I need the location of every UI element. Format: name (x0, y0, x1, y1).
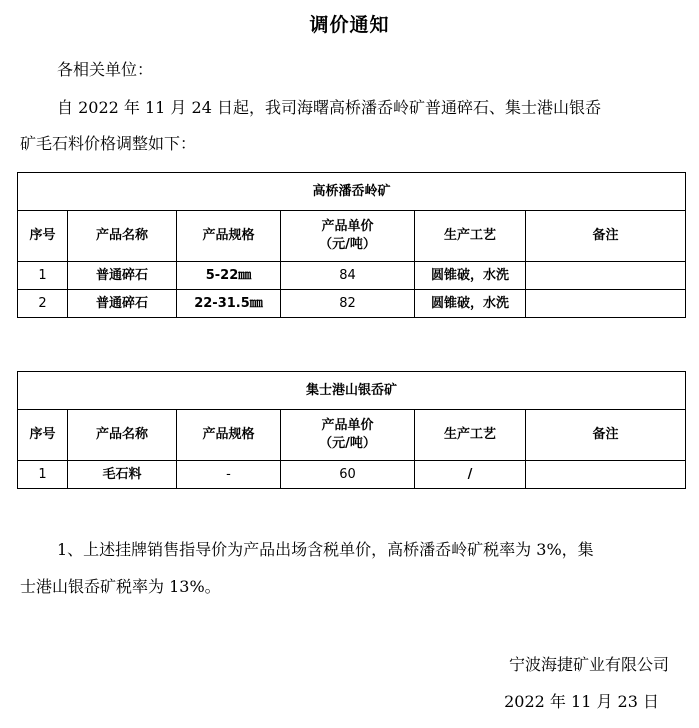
cell-price: 84 (281, 262, 415, 290)
header-price-line-2: （元/吨） (319, 436, 376, 451)
note-line-1: 1、上述挂牌销售指导价为产品出场含税单价，高桥潘岙岭矿税率为 3%，集 (57, 540, 594, 559)
cell-seq: 1 (18, 262, 68, 290)
header-seq: 序号 (18, 211, 68, 262)
header-remark: 备注 (526, 410, 686, 461)
cell-process: / (415, 461, 526, 489)
issue-date: 2022 年 11 月 23 日 (504, 692, 659, 711)
cell-name: 普通碎石 (68, 262, 177, 290)
cell-remark (526, 461, 686, 489)
header-seq: 序号 (18, 410, 68, 461)
cell-name: 毛石料 (68, 461, 177, 489)
company-name: 宁波海捷矿业有限公司 (508, 655, 669, 674)
header-remark: 备注 (526, 211, 686, 262)
salutation: 各相关单位： (57, 60, 154, 79)
header-price (281, 410, 415, 461)
intro-line-2: 矿毛石料价格调整如下： (20, 134, 197, 153)
cell-seq: 1 (18, 461, 68, 489)
cell-process: 圆锥破，水洗 (415, 290, 526, 318)
note-line-2: 士港山银岙矿税率为 13%。 (20, 577, 221, 596)
table-row (18, 461, 686, 489)
header-price (281, 211, 415, 262)
header-price-line-1: 产品单价 (321, 219, 374, 234)
intro-line-1: 自 2022 年 11 月 24 日起，我司海曙高桥潘岙岭矿普通碎石、集士港山银岙 (57, 98, 601, 117)
price-table-jishigang (17, 371, 686, 489)
table-row (18, 262, 686, 290)
mine-name: 高桥潘岙岭矿 (18, 173, 686, 211)
cell-spec: 5-22㎜ (177, 262, 281, 290)
cell-remark (526, 262, 686, 290)
header-name: 产品名称 (68, 211, 177, 262)
cell-name: 普通碎石 (68, 290, 177, 318)
cell-price: 82 (281, 290, 415, 318)
cell-remark (526, 290, 686, 318)
header-process: 生产工艺 (415, 410, 526, 461)
cell-spec: - (177, 461, 281, 489)
header-price-line-1: 产品单价 (321, 418, 374, 433)
mine-name: 集士港山银岙矿 (18, 372, 686, 410)
header-name: 产品名称 (68, 410, 177, 461)
header-spec: 产品规格 (177, 211, 281, 262)
table-row (18, 290, 686, 318)
cell-spec: 22-31.5㎜ (177, 290, 281, 318)
cell-price: 60 (281, 461, 415, 489)
cell-seq: 2 (18, 290, 68, 318)
header-process: 生产工艺 (415, 211, 526, 262)
header-spec: 产品规格 (177, 410, 281, 461)
price-table-gaoqiao (17, 172, 686, 318)
header-price-line-2: （元/吨） (319, 237, 376, 252)
document-title: 调价通知 (309, 14, 390, 36)
cell-process: 圆锥破，水洗 (415, 262, 526, 290)
